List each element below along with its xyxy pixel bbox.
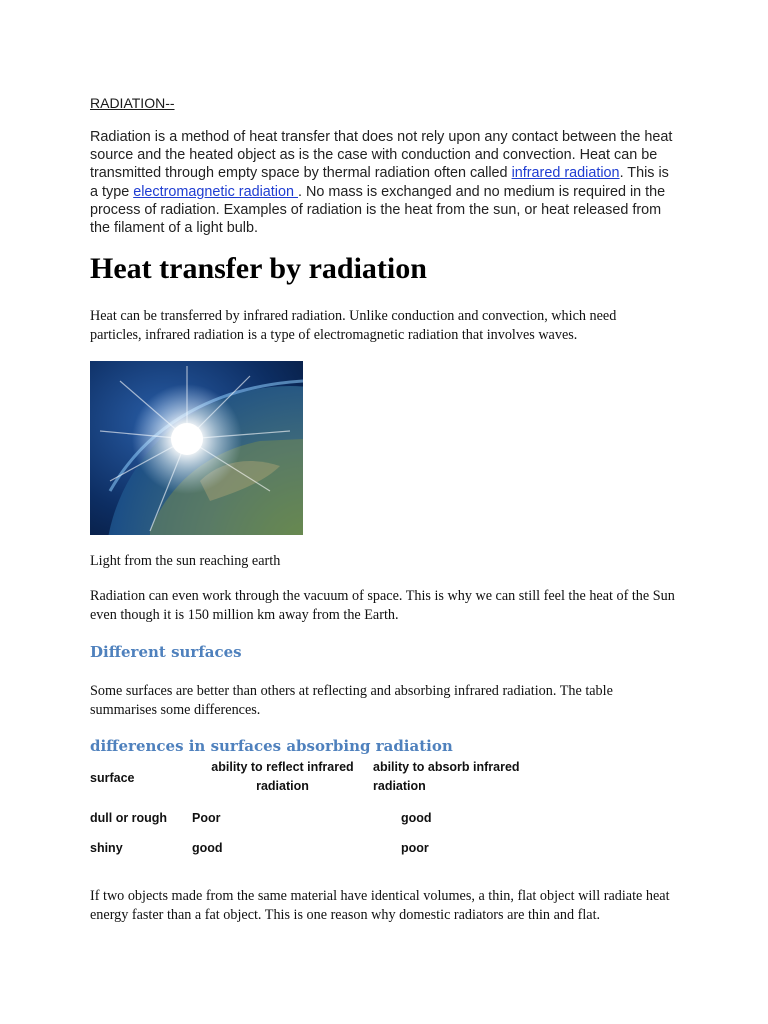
paragraph-vacuum: Radiation can even work through the vacuum of space. This is why we can still feel the heat of the Sun even though it is 150 million km away from the Earth. (90, 588, 675, 623)
infrared-radiation-link[interactable]: infrared radiation (511, 165, 620, 182)
table-header-absorb-line1: ability to absorb infrared (373, 760, 520, 774)
table-row-2-absorb: poor (401, 841, 429, 855)
figure-caption: Light from the sun reaching earth (90, 553, 281, 569)
table-row-2-reflect: good (192, 841, 223, 855)
electromagnetic-radiation-link[interactable]: electromagnetic radiation (133, 183, 298, 200)
intro-text-3: . No mass is exchanged and no medium is required in the process of radiation. Examples of radiation is the heat from the sun, or heat released from the filament of a light bulb. (90, 183, 666, 237)
table-header-surface: surface (90, 771, 135, 785)
sun-earth-image (90, 361, 303, 535)
subheading-absorbing-radiation: differences in surfaces absorbing radiation (90, 737, 453, 755)
intro-text-1: Radiation is a method of heat transfer that does not rely upon any contact between the heat source and the heated object as is the case with conduction and convection. Heat can be transmitted through empty space by thermal radiation often called (90, 129, 673, 182)
table-header-absorb (373, 758, 553, 796)
paragraph-infrared: Heat can be transferred by infrared radiation. Unlike conduction and convection, which need particles, infrared radiation is a type of electromagnetic radiation that involves waves. (90, 308, 617, 343)
paragraph-surfaces: Some surfaces are better than others at reflecting and absorbing infrared radiation. The table summarises some differences. (90, 683, 613, 718)
paragraph-radiators: If two objects made from the same material have identical volumes, a thin, flat object will radiate heat energy faster than a fat object. This is one reason why domestic radiators are thin and flat. (90, 888, 670, 923)
table-header-reflect (190, 758, 375, 796)
table-row-1-surface: dull or rough (90, 811, 168, 825)
table-row-2-surface: shiny (90, 841, 123, 855)
table-header-reflect-line2: radiation (256, 779, 309, 793)
table-row-1-reflect: Poor (192, 811, 221, 825)
section-label: RADIATION-- (90, 95, 175, 111)
table-row-1-absorb: good (401, 811, 432, 825)
intro-text-2: . This is a type (90, 165, 669, 200)
table-header-reflect-line1: ability to reflect infrared (211, 760, 354, 774)
subheading-different-surfaces: Different surfaces (90, 643, 242, 661)
intro-paragraph (90, 128, 680, 237)
page-title: Heat transfer by radiation (90, 252, 427, 285)
table-header-absorb-line2: radiation (373, 779, 426, 793)
